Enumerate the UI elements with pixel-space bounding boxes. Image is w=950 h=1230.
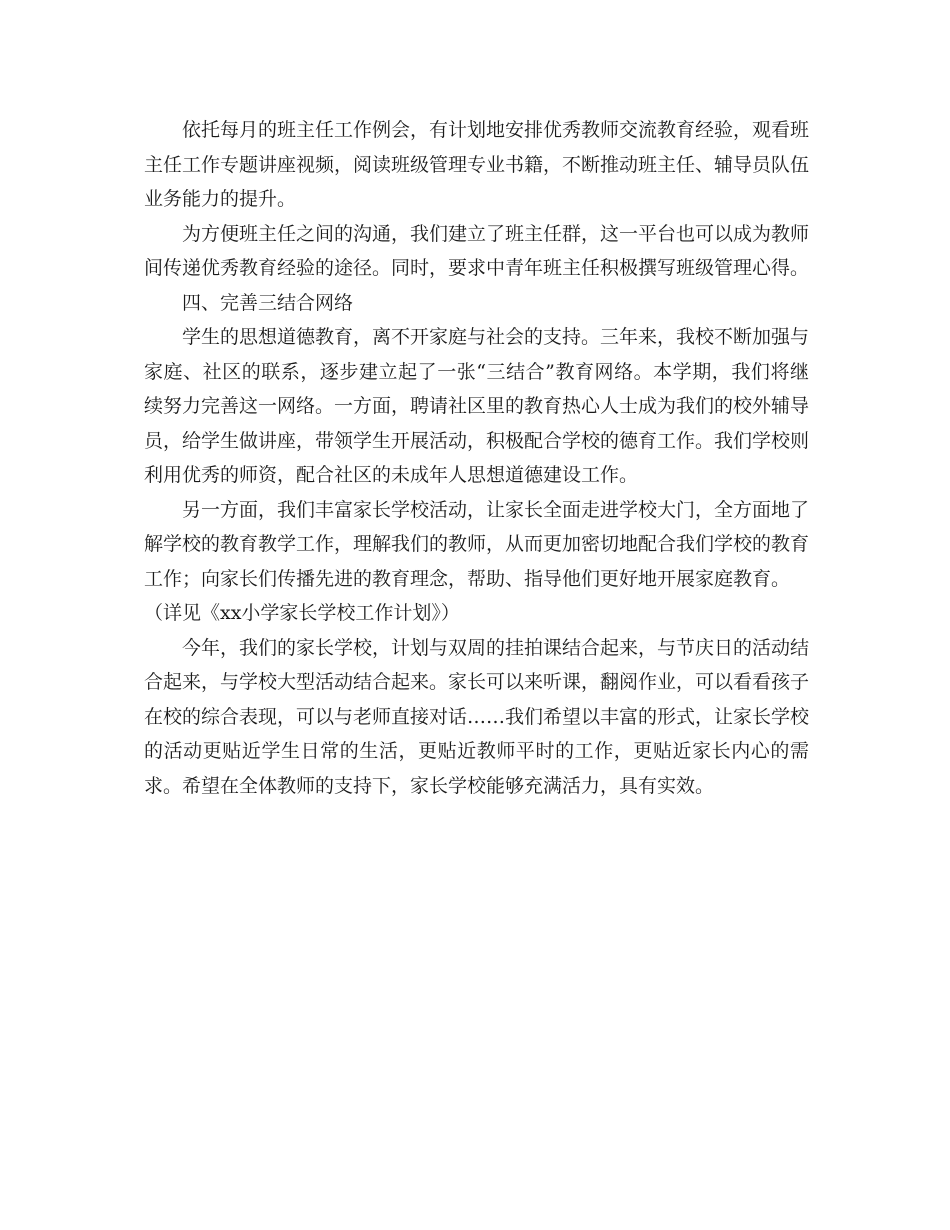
paragraph-reference-note: （详见《xx小学家长学校工作计划》） [144,602,460,624]
paragraph-teacher-training: 依托每月的班主任工作例会，有计划地安排优秀教师交流教育经验，观看班主任工作专题讲座视频，阅读班级管理专业书籍，不断推动班主任、辅导员队伍业务能力的提升。 [144,119,810,210]
paragraph-teacher-group: 为方便班主任之间的沟通，我们建立了班主任群，这一平台也可以成为教师间传递优秀教育经验的途径。同时，要求中青年班主任积极撰写班级管理心得。 [144,222,810,279]
paragraph-three-combination-network: 学生的思想道德教育，离不开家庭与社会的支持。三年来，我校不断加强与家庭、社区的联系，逐步建立起了一张“三结合”教育网络。本学期，我们将继续努力完善这一网络。一方面，聘请社区里的教育热心人士成为我们的校外辅导员，给学生做讲座，带领学生开展活动，积极配合学校的德育工作。我们学校则利用优秀的师资，配合社区的未成年人思想道德建设工作。 [144,326,810,486]
paragraph-parent-school-activities: 另一方面，我们丰富家长学校活动，让家长全面走进学校大门，全方面地了解学校的教育教学工作，理解我们的教师，从而更加密切地配合我们学校的教育工作；向家长们传播先进的教育理念，帮助、指导他们更好地开展家庭教育。 [144,498,810,590]
section-heading: 四、完善三结合网络 [182,291,354,314]
paragraph-this-year-plan: 今年，我们的家长学校，计划与双周的挂拍课结合起来，与节庆日的活动结合起来，与学校大型活动结合起来。家长可以来听课，翻阅作业，可以看看孩子在校的综合表现，可以与老师直接对话……我们希望以丰富的形式，让家长学校的活动更贴近学生日常的生活，更贴近教师平时的工作，更贴近家长内心的需求。希望在全体教师的支持下，家长学校能够充满活力，具有实效。 [144,636,810,797]
document-body [144,113,809,803]
